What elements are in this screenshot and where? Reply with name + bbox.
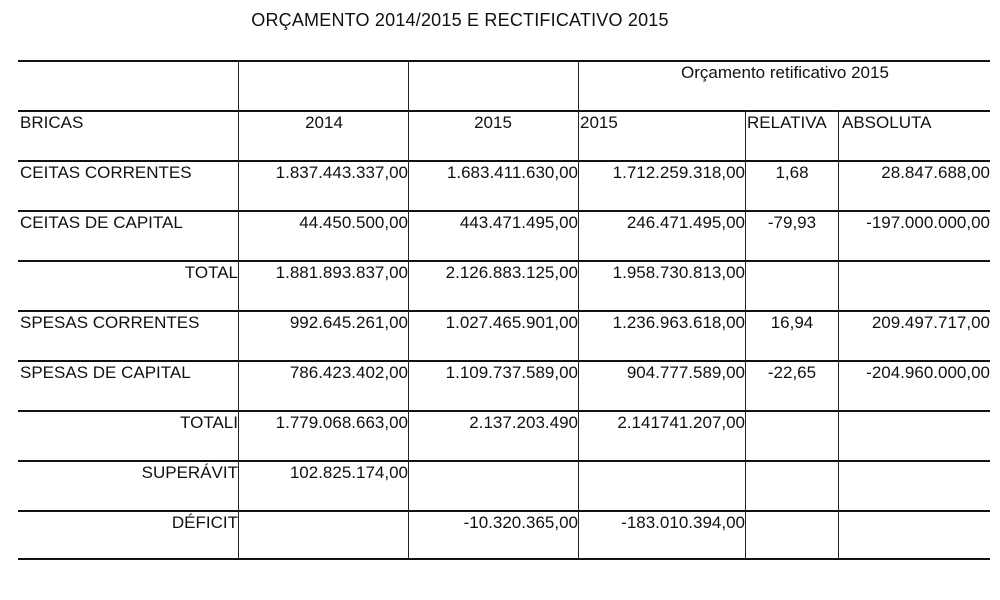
cell-2014: 1.881.893.837,00 (275, 263, 408, 282)
cell-relativa: -22,65 (767, 363, 817, 382)
cell-absoluta: -197.000.000,00 (866, 213, 990, 232)
cell-absoluta: -204.960.000,00 (866, 363, 990, 382)
row-label: TOTAL (184, 263, 238, 282)
cell-2015-retificativo: 2.141741.207,00 (617, 413, 745, 432)
cell-absoluta: 28.847.688,00 (881, 163, 990, 182)
cell-2014: 102.825.174,00 (289, 463, 408, 482)
cell-2015-retificativo: 246.471.495,00 (626, 213, 745, 232)
header-absoluta: ABSOLUTA (842, 113, 932, 132)
cell-2015-retificativo: -183.010.394,00 (621, 513, 745, 532)
cell-2015: 443.471.495,00 (459, 213, 578, 232)
header-relativa: RELATIVA (747, 113, 827, 132)
cell-2015: 1.109.737.589,00 (445, 363, 578, 382)
cell-2015-retificativo: 1.958.730.813,00 (612, 263, 745, 282)
cell-2014: 786.423.402,00 (289, 363, 408, 382)
cell-absoluta: 209.497.717,00 (871, 313, 990, 332)
row-label: DÉFICIT (171, 513, 238, 532)
table-rule (18, 558, 990, 560)
row-label: SUPERÁVIT (141, 463, 238, 482)
cell-2015: 1.027.465.901,00 (445, 313, 578, 332)
table-column-rule (745, 110, 746, 558)
cell-2015-retificativo: 904.777.589,00 (626, 363, 745, 382)
table-rule (18, 60, 990, 62)
header-rubricas: BRICAS (20, 113, 84, 132)
row-label: SPESAS DE CAPITAL (20, 363, 191, 382)
cell-relativa: 1,68 (775, 163, 809, 182)
header-2014: 2014 (305, 113, 343, 132)
table-column-rule (408, 60, 409, 558)
table-column-rule (578, 60, 579, 558)
cell-relativa: 16,94 (770, 313, 814, 332)
header-2015: 2015 (474, 113, 512, 132)
cell-2014: 1.779.068.663,00 (275, 413, 408, 432)
row-label: CEITAS CORRENTES (20, 163, 192, 182)
cell-2014: 992.645.261,00 (289, 313, 408, 332)
table-rule (18, 110, 990, 112)
row-label: TOTALI (180, 413, 238, 432)
cell-2015-retificativo: 1.236.963.618,00 (612, 313, 745, 332)
table-column-rule (838, 110, 839, 558)
header-group-label: Orçamento retificativo 2015 (681, 63, 889, 82)
cell-2014: 44.450.500,00 (299, 213, 408, 232)
cell-2015: 1.683.411.630,00 (446, 163, 578, 182)
cell-2015-retificativo: 1.712.259.318,00 (612, 163, 745, 182)
cell-relativa: -79,93 (767, 213, 817, 232)
cell-2015: 2.126.883.125,00 (445, 263, 578, 282)
cell-2015: -10.320.365,00 (463, 513, 578, 532)
row-label: SPESAS CORRENTES (20, 313, 200, 332)
cell-2014: 1.837.443.337,00 (275, 163, 408, 182)
document-title: ORÇAMENTO 2014/2015 E RECTIFICATIVO 2015 (251, 10, 669, 30)
table-column-rule (238, 60, 239, 558)
cell-2015: 2.137.203.490 (469, 413, 578, 432)
header-2015-retificativo: 2015 (580, 113, 618, 132)
row-label: CEITAS DE CAPITAL (20, 213, 183, 232)
